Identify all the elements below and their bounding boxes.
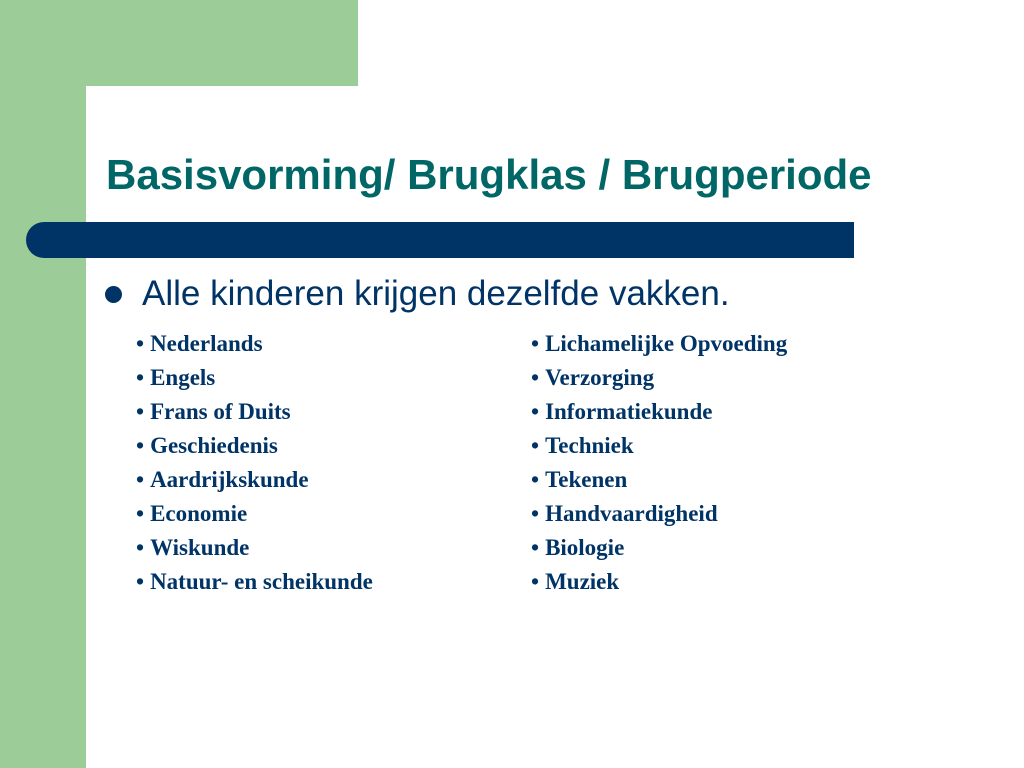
subject-label: Tekenen	[545, 467, 628, 492]
subject-label: Handvaardigheid	[545, 501, 718, 526]
bullet-icon: •	[136, 365, 145, 390]
subject-label: Verzorging	[545, 365, 655, 390]
subject-label: Engels	[150, 365, 216, 390]
bullet-icon: •	[531, 331, 540, 356]
subject-label: Lichamelijke Opvoeding	[545, 331, 788, 356]
subject-item	[531, 565, 787, 599]
subject-item	[136, 327, 373, 361]
subject-item	[531, 463, 787, 497]
green-side-band	[0, 0, 86, 768]
subject-item	[531, 497, 787, 531]
subject-label: Muziek	[545, 569, 620, 594]
bullet-icon: •	[136, 399, 145, 424]
subject-item	[531, 429, 787, 463]
subject-label: Natuur- en scheikunde	[150, 569, 373, 594]
subject-label: Economie	[150, 501, 248, 526]
bullet-icon: •	[136, 331, 145, 356]
subject-label: Biologie	[545, 535, 625, 560]
bullet-icon: •	[531, 399, 540, 424]
main-bullet-text: Alle kinderen krijgen dezelfde vakken.	[142, 274, 730, 313]
bullet-icon: •	[136, 501, 145, 526]
subject-list-right	[531, 327, 787, 599]
bullet-icon: •	[136, 569, 145, 594]
subject-item	[531, 327, 787, 361]
bullet-icon: •	[136, 535, 145, 560]
bullet-icon: •	[136, 467, 145, 492]
subject-label: Techniek	[545, 433, 634, 458]
subject-item	[136, 463, 373, 497]
subject-item	[136, 395, 373, 429]
subject-label: Informatiekunde	[545, 399, 713, 424]
subject-label: Frans of Duits	[150, 399, 291, 424]
subject-item	[531, 361, 787, 395]
subject-label: Aardrijkskunde	[150, 467, 309, 492]
bullet-icon: •	[531, 467, 540, 492]
title-underline-bar	[26, 222, 854, 258]
green-top-band	[0, 0, 358, 86]
bullet-icon: •	[531, 365, 540, 390]
bullet-icon: •	[531, 433, 540, 458]
subject-item	[136, 565, 373, 599]
subject-item	[136, 497, 373, 531]
subject-list-left	[136, 327, 373, 599]
bullet-icon: •	[531, 569, 540, 594]
subject-label: Nederlands	[150, 331, 263, 356]
subject-label: Geschiedenis	[150, 433, 278, 458]
subject-item	[136, 429, 373, 463]
subject-item	[531, 395, 787, 429]
subject-item	[531, 531, 787, 565]
bullet-icon: •	[136, 433, 145, 458]
bullet-icon: •	[531, 535, 540, 560]
slide-title: Basisvorming/ Brugklas / Brugperiode	[106, 151, 872, 198]
subject-item	[136, 361, 373, 395]
subject-label: Wiskunde	[150, 535, 250, 560]
bullet-icon: •	[531, 501, 540, 526]
bullet-dot-icon	[105, 286, 122, 303]
subject-item	[136, 531, 373, 565]
